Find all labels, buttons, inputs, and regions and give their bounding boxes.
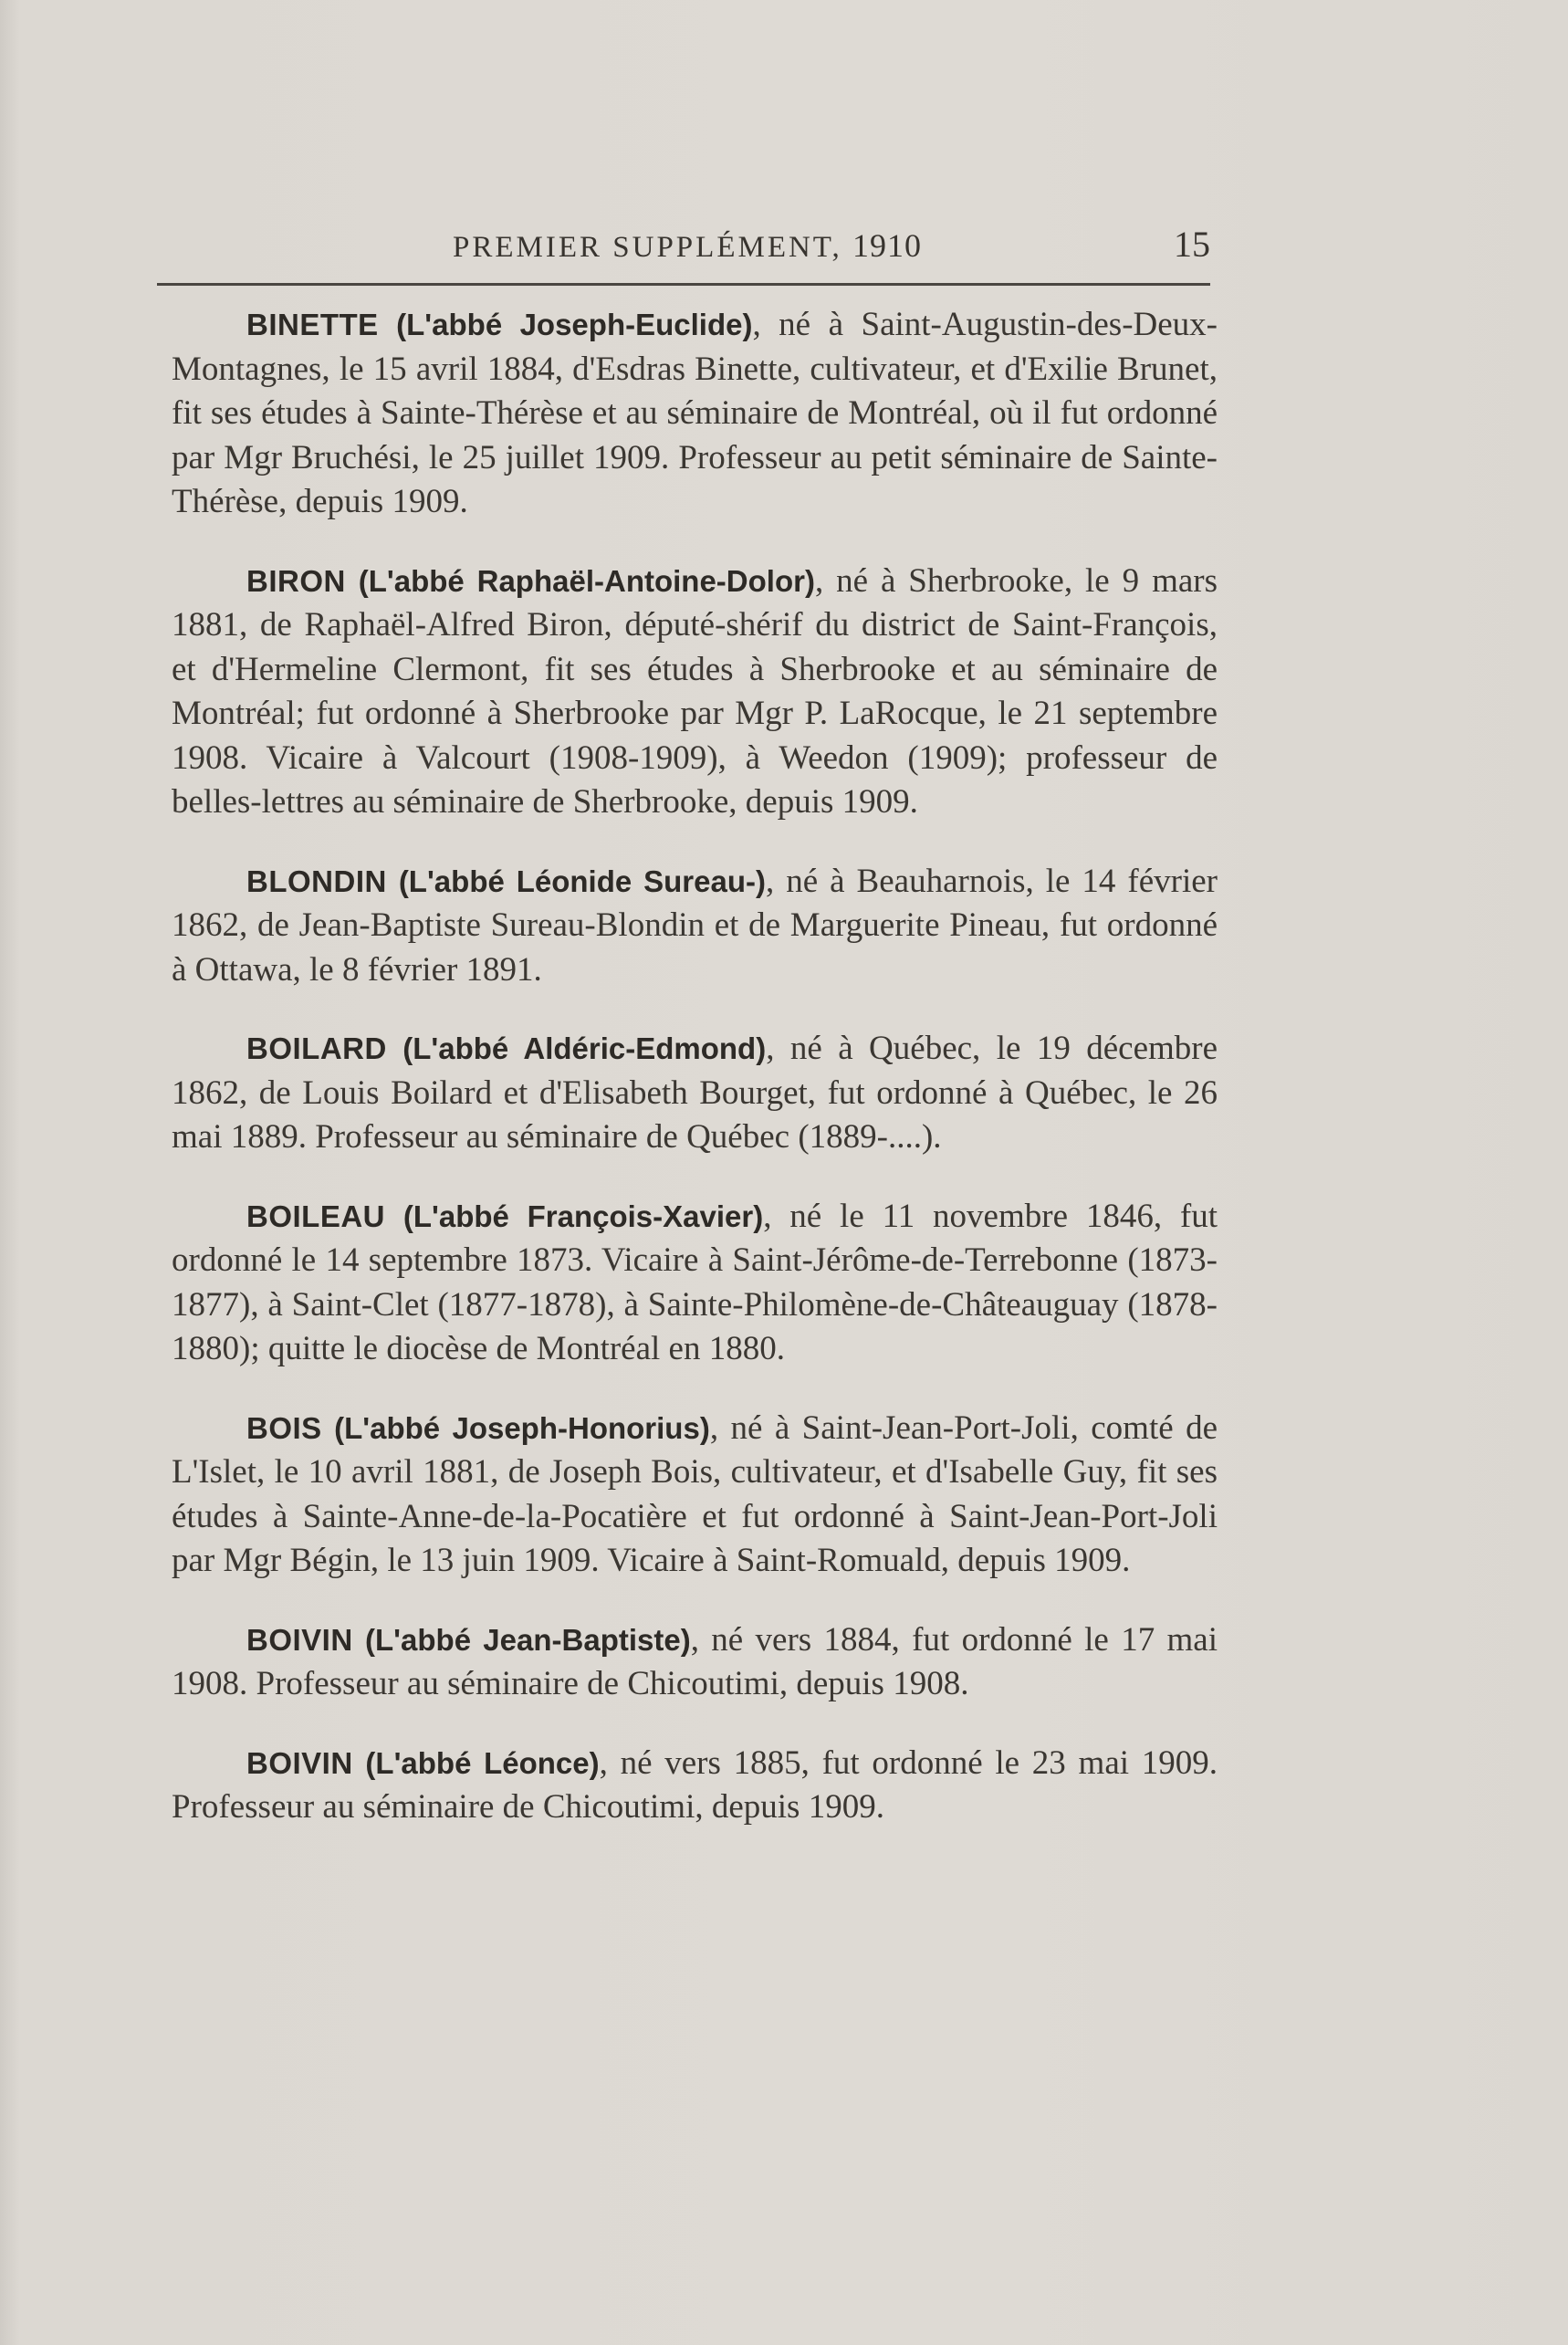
page-header bbox=[157, 215, 1218, 281]
entry-body: , né à Saint-Jean-Port-Joli, comté de L'Islet, le 10 avril 1881, de Joseph Bois, cultivateur, et d'Isabelle Guy, fit ses études à Sainte-Anne-de-la-Pocatière et fut ordonné à Saint-Jean-Port-Joli par Mgr Bégin, le 13 juin 1909. Vicaire à Saint-Romuald, depuis 1909. bbox=[172, 1408, 1218, 1579]
entry-body: , né à Beauharnois, le 14 février 1862, de Jean-Baptiste Sureau-Blondin et de Marguerite Pineau, fut ordonné à Ottawa, le 8 février 1891. bbox=[172, 862, 1218, 989]
entry-biron bbox=[172, 560, 1218, 825]
entry-boilard bbox=[172, 1027, 1218, 1160]
entry-body: , né à Québec, le 19 décembre 1862, de Louis Boilard et d'Elisabeth Bourget, fut ordonné à Québec, le 26 mai 1889. Professeur au séminaire de Québec (1889-....). bbox=[172, 1030, 1218, 1156]
entry-body: , né à Saint-Augustin-des-Deux-Montagnes, le 15 avril 1884, d'Esdras Binette, cultivateur, et d'Exilie Brunet, fit ses études à Sainte-Thérèse et au séminaire de Montréal, où il fut ordonné par Mgr Bruchési, le 25 juillet 1909. Professeur au petit séminaire de Sainte-Thérèse, depuis 1909. bbox=[172, 306, 1218, 520]
entry-qualifier: (L'abbé Joseph-Honorius) bbox=[334, 1410, 710, 1445]
running-title-text: PREMIER SUPPLÉMENT, bbox=[453, 231, 842, 264]
entry-qualifier: (L'abbé Léonce) bbox=[365, 1745, 600, 1780]
running-title bbox=[453, 226, 922, 265]
entry-body: , né à Sherbrooke, le 9 mars 1881, de Raphaël-Alfred Biron, député-shérif du district de Saint-François, et d'Hermeline Clermont, fit ses études à Sherbrooke et au séminaire de Montréal; fut ordonné à Sherbrooke par Mgr P. LaRocque, le 21 septembre 1908. Vicaire à Valcourt (1908-1909), à Weedon (1909); professeur de belles-lettres au séminaire de Sherbrooke, depuis 1909. bbox=[172, 561, 1218, 821]
entry-boivin-leonce bbox=[172, 1742, 1218, 1830]
entry-qualifier: (L'abbé Jean-Baptiste) bbox=[365, 1622, 691, 1657]
entry-name: BOIVIN bbox=[246, 1622, 353, 1657]
entry-qualifier: (L'abbé Aldéric-Edmond) bbox=[402, 1031, 767, 1065]
entry-name: BOILEAU bbox=[246, 1199, 385, 1233]
entry-name: BLONDIN bbox=[246, 864, 387, 898]
running-title-year: 1910 bbox=[852, 227, 923, 264]
entry-body: , né le 11 novembre 1846, fut ordonné le 14 septembre 1873. Vicaire à Saint-Jérôme-de-Terrebonne (1873-1877), à Saint-Clet (1877-1878), à Sainte-Philomène-de-Châteauguay (1878-1880); quitte le diocèse de Montréal en 1880. bbox=[172, 1197, 1218, 1367]
entry-qualifier: (L'abbé Joseph-Euclide) bbox=[396, 308, 753, 341]
entry-name: BIRON bbox=[246, 563, 346, 598]
entry-name: BINETTE bbox=[246, 308, 379, 341]
entry-body: , né vers 1885, fut ordonné le 23 mai 1909. Professeur au séminaire de Chicoutimi, depuis 1909. bbox=[172, 1743, 1218, 1826]
entry-bois bbox=[172, 1407, 1218, 1584]
header-rule bbox=[157, 283, 1210, 286]
entry-boileau bbox=[172, 1195, 1218, 1372]
entry-qualifier: (L'abbé François-Xavier) bbox=[402, 1199, 764, 1233]
entry-qualifier: (L'abbé Raphaël-Antoine-Dolor) bbox=[358, 563, 815, 598]
entry-qualifier: (L'abbé Léonide Sureau-) bbox=[398, 864, 766, 898]
entry-boivin-jean-baptiste bbox=[172, 1618, 1218, 1707]
entry-blondin bbox=[172, 860, 1218, 993]
entry-body: , né vers 1884, fut ordonné le 17 mai 1908. Professeur au séminaire de Chicoutimi, depuis 1908. bbox=[172, 1620, 1218, 1702]
entries-list bbox=[172, 303, 1218, 1865]
entry-name: BOIS bbox=[246, 1410, 322, 1445]
entry-name: BOILARD bbox=[246, 1031, 387, 1065]
entry-binette bbox=[172, 303, 1218, 525]
entry-name: BOIVIN bbox=[246, 1745, 353, 1780]
page-number: 15 bbox=[1174, 224, 1210, 265]
